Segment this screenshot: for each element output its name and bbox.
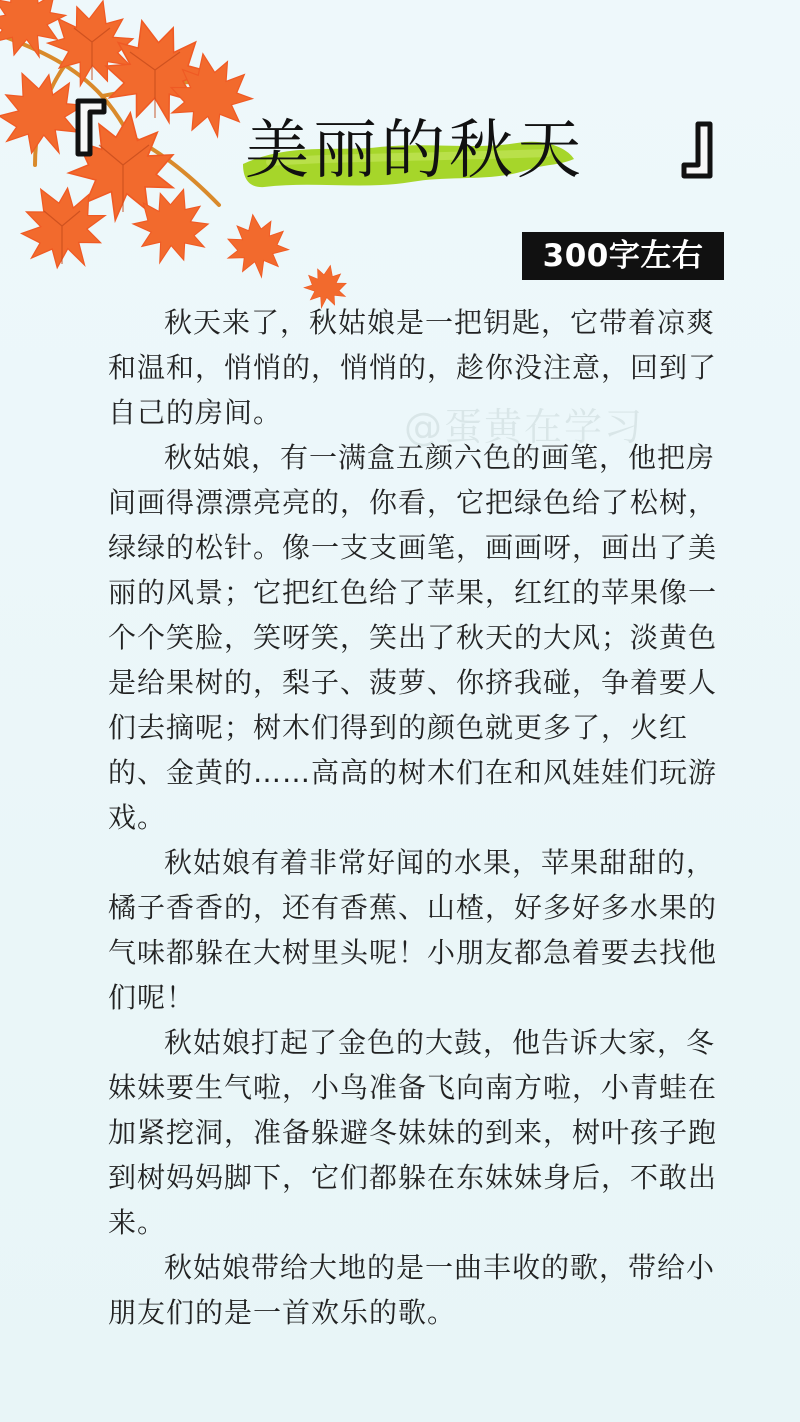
essay-paragraph: 秋姑娘，有一满盒五颜六色的画笔，他把房间画得漂漂亮亮的，你看，它把绿色给了松树，绿绿的松针。像一支支画笔，画画呀，画出了美丽的风景；它把红色给了苹果，红红的苹果像一个个笑脸，笑呀笑，笑出了秋天的大风；淡黄色是给果树的，梨子、菠萝、你挤我碰，争着要人们去摘呢；树木们得到的颜色就更多了，火红的、金黄的……高高的树木们在和风娃娃们玩游戏。 [108,441,718,834]
left-corner-bracket-icon [70,96,110,166]
essay-body [108,300,722,1335]
right-corner-bracket-icon [678,120,718,190]
word-count-badge: 300字左右 [522,232,724,280]
watermark: @蛋黄在学习 [404,405,645,449]
title-area [205,96,625,206]
essay-paragraph: 秋姑娘带给大地的是一曲丰收的歌，带给小朋友们的是一首欢乐的歌。 [108,1251,716,1329]
essay-paragraph: 秋天来了，秋姑娘是一把钥匙，它带着凉爽和温和，悄悄的，悄悄的，趁你没注意，回到了自己的房间。 [108,306,718,429]
essay-paragraph: 秋姑娘打起了金色的大鼓，他告诉大家，冬妹妹要生气啦，小鸟准备飞向南方啦，小青蛙在加紧挖洞，准备躲避冬妹妹的到来，树叶孩子跑到树妈妈脚下，它们都躲在东妹妹身后，不敢出来。 [108,1026,718,1239]
page-title: 美丽的秋天 [245,114,585,188]
essay-paragraph: 秋姑娘有着非常好闻的水果，苹果甜甜的，橘子香香的，还有香蕉、山楂，好多好多水果的气味都躲在大树里头呢！小朋友都急着要去找他们呢！ [108,846,718,1014]
